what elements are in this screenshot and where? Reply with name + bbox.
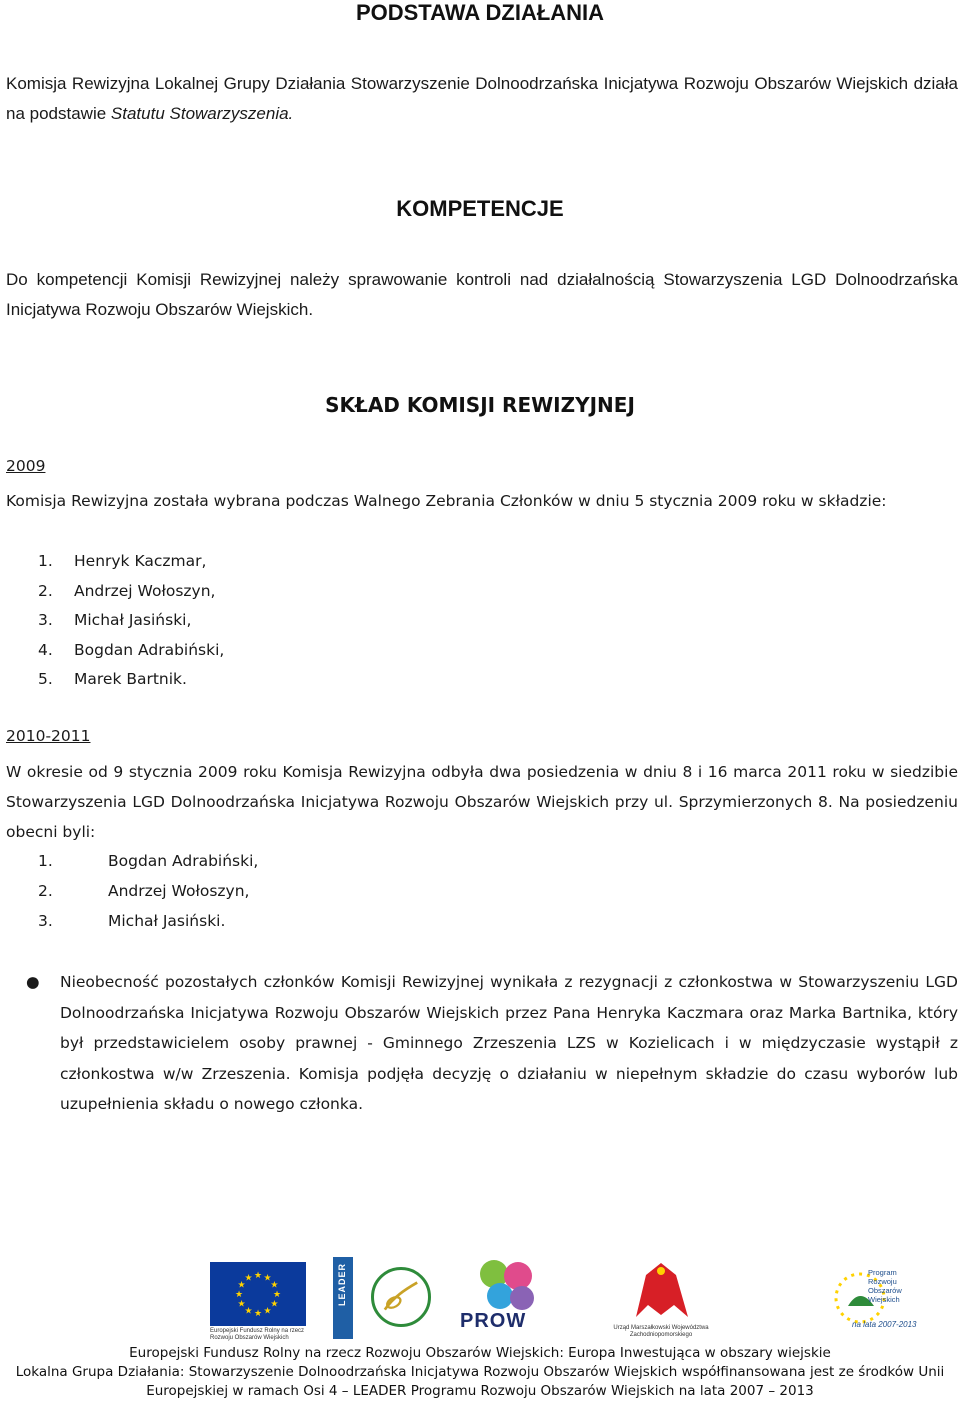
absence-note <box>26 967 958 1120</box>
footer-line-1: Europejski Fundusz Rolny na rzecz Rozwoju Obszarów Wiejskich: Europa Inwestująca w obszary wiejskie <box>129 1345 831 1361</box>
list-number: 1. <box>38 852 53 870</box>
heading-podstawa: PODSTAWA DZIAŁANIA <box>355 0 605 25</box>
podstawa-paragraph <box>6 69 958 129</box>
prow-label: PROW <box>460 1310 527 1332</box>
member-name: Michał Jasiński, <box>74 611 192 629</box>
eu-star: ★ <box>270 1298 279 1309</box>
heading-sklad: SKŁAD KOMISJI REWIZYJNEJ <box>325 393 635 417</box>
griffin-icon <box>606 1255 716 1325</box>
bullet-icon: ● <box>26 973 40 991</box>
heading-kompetencje: KOMPETENCJE <box>396 196 564 221</box>
program-years: na lata 2007-2013 <box>852 1320 917 1329</box>
member-name: Andrzej Wołoszyn, <box>74 581 216 600</box>
year-2009: 2009 <box>6 457 46 475</box>
eu-flag-logo <box>210 1262 306 1326</box>
urzad-caption: Urząd Marszałkowski Województwa Zachodniopomorskiego <box>613 1325 709 1338</box>
footer-line-3: Europejskiej w ramach Osi 4 – LEADER Programu Rozwoju Obszarów Wiejskich na lata 2007 – 2013 <box>146 1383 814 1399</box>
members-2011-list <box>38 846 258 936</box>
prow-program-logo <box>826 1260 926 1340</box>
footer-line-2: Lokalna Grupa Działania: Stowarzyszenie Dolnoodrzańska Inicjatywa Rozwoju Obszarów Wiejskich współfinansowana jest ze środków Unii <box>15 1364 945 1380</box>
list-number: 5. <box>38 670 53 688</box>
member-name: Bogdan Adrabiński, <box>74 640 225 659</box>
member-name: Michał Jasiński. <box>108 912 226 930</box>
eu-star: ★ <box>270 1279 279 1290</box>
eu-star: ★ <box>253 1308 263 1318</box>
eu-star: ★ <box>253 1270 263 1280</box>
list-item <box>38 846 258 876</box>
leader-label: LEADER <box>337 1263 347 1307</box>
kompetencje-paragraph: Do kompetencji Komisji Rewizyjnej należy sprawowanie kontroli nad działalnością Stowarzyszenia LGD Dolnoodrzańska Inicjatywa Rozwoju Obszarów Wiejskich. <box>6 270 958 319</box>
eu-star: ★ <box>237 1279 246 1290</box>
statut-italic: Statutu Stowarzyszenia. <box>110 104 294 123</box>
podstawa-text: Komisja Rewizyjna Lokalnej Grupy Działania Stowarzyszenie Dolnoodrzańska Inicjatywa Rozwoju Obszarów Wiejskich działa na podstawie <box>6 74 958 123</box>
list-item <box>38 547 224 577</box>
eu-star: ★ <box>263 1272 272 1283</box>
list-item <box>38 876 258 906</box>
member-name: Bogdan Adrabiński, <box>108 852 259 870</box>
eu-fund-caption: Europejski Fundusz Rolny na rzecz Rozwoju Obszarów Wiejskich <box>210 1328 305 1341</box>
list-number: 1. <box>38 552 53 570</box>
absence-note-text: Nieobecność pozostałych członków Komisji Rewizyjnej wynikała z rezygnacji z członkostwa w Stowarzyszeniu LGD Dolnoodrzańska Inicjatywa Rozwoju Obszarów Wiejskich przez Pana Henryka Kaczmara oraz Marka Bartnika, który był przedstawicielem osoby prawnej - Gminnego Zrzeszenia LZS w Kozielicach i w międzyczasie wystąpił z członkostwa w/w Zrzeszenia. Komisja podjęła decyzję o działaniu w niepełnym składzie do czasu wyborów lub uzupełnienia składu o nowego członka. <box>60 973 958 1113</box>
member-name: Henryk Kaczmar, <box>74 552 207 570</box>
leader-emblem-icon <box>371 1267 431 1327</box>
list-item <box>38 577 224 607</box>
list-item <box>38 636 224 666</box>
eu-star: ★ <box>244 1272 253 1283</box>
members-2009-list <box>38 547 224 695</box>
eu-star: ★ <box>263 1305 272 1316</box>
list-number: 2. <box>38 882 53 900</box>
member-name: Marek Bartnik. <box>74 670 187 688</box>
eu-star: ★ <box>244 1305 253 1316</box>
list-number: 3. <box>38 611 53 629</box>
leader-wheat-icon <box>374 1270 428 1324</box>
year-2010-2011: 2010-2011 <box>6 727 91 745</box>
list-item <box>38 606 224 636</box>
eu-star: ★ <box>272 1289 282 1299</box>
leader-logo <box>333 1257 438 1339</box>
member-name: Andrzej Wołoszyn, <box>108 882 250 900</box>
list-item <box>38 665 224 695</box>
list-item <box>38 906 258 936</box>
eu-star: ★ <box>234 1289 244 1299</box>
list-number: 4. <box>38 640 53 659</box>
prow-logo <box>450 1258 560 1336</box>
program-text: Program Rozwoju Obszarów Wiejskich <box>868 1268 902 1304</box>
eu-stars-icon <box>233 1269 283 1319</box>
clover-icon <box>450 1258 560 1313</box>
urzad-marszalkowski-logo <box>606 1255 716 1340</box>
list-number: 3. <box>38 912 53 930</box>
list-number: 2. <box>38 581 53 600</box>
year-2009-paragraph: Komisja Rewizyjna została wybrana podczas Walnego Zebrania Członków w dniu 5 stycznia 2009 roku w składzie: <box>6 492 887 510</box>
eu-star: ★ <box>237 1298 246 1309</box>
year-2010-2011-paragraph: W okresie od 9 stycznia 2009 roku Komisja Rewizyjna odbyła dwa posiedzenia w dniu 8 i 16 marca 2011 roku w siedzibie Stowarzyszenia LGD Dolnoodrzańska Inicjatywa Rozwoju Obszarów Wiejskich przy ul. Sprzymierzonych 8. Na posiedzeniu obecni byli: <box>6 763 958 841</box>
